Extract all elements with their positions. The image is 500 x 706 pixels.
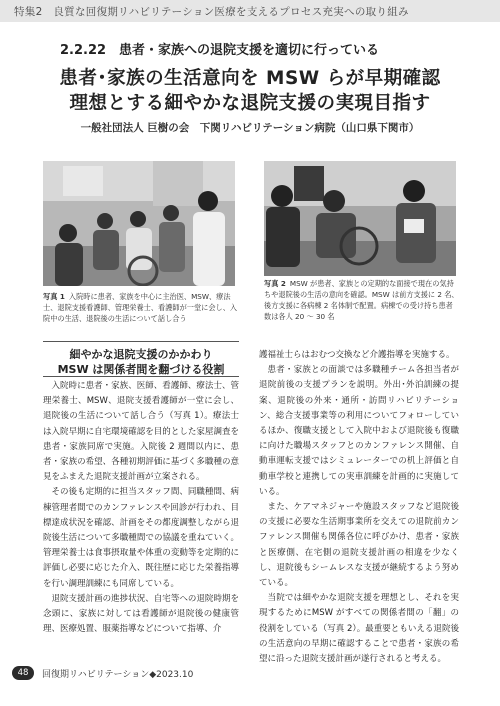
right-column-body — [259, 348, 459, 667]
left-paragraph: 入院時に患者・家族、医師、看護師、療法士、管理栄養士、MSW、退院支援看護師が一堂に会し、退院後の生活について話し合う（写真 1）。療法士は入院早期に自宅環境確認を目的とした家屋調査を患者・家族同席で実施。入院後 2 週間以内に、患者・家族の希望、各種初期評価に基づく多職種の意見をふまえた退院支援計画が立案される。 — [43, 381, 239, 483]
column-heading-line-2: MSW は関係者間を翻づける役割 — [57, 363, 225, 376]
headline-line-2: 理想とする細やかな退院支援の実現目指す — [69, 93, 431, 114]
right-paragraph: また、ケアマネジャーや施設スタッフなど退院後の支援に必要な生活期事業所を交えての退院前カンファレンス開催も関係各位に呼びかけ、患者・家族と医療側、在宅側の退院支援計画の相違を少なくし、退院後もシームレスな支援が継続するよう努めている。 — [259, 502, 459, 589]
header-band — [0, 0, 500, 22]
right-paragraph: 患者・家族との面談では多職種チーム各担当者が退院前後の支援プランを説明。外出･外泊訓練の提案、退院後の外来・通所・訪問リハビリテーション、総合支援事業等の利用についてフォローしているほか、復職支援として入院中および退院後も復職に向けた職場スタッフとのカンファレンス開催、自動車運転支援ではシミュレーターでの机上評価と自動車学校と連携しての実車訓練を計画的に実施している。 — [259, 365, 459, 497]
photo-1-caption — [43, 291, 239, 324]
left-paragraph: 退院支援計画の進捗状況、自宅等への退院時期を念頭に、家族に対しては看護師が退院後の健康管理、医療処置、服薬指導などについて指導、介 — [43, 593, 239, 635]
heading-rule-bottom — [43, 376, 239, 377]
headline-line-1: 患者･家族の生活意向を MSW らが早期確認 — [59, 68, 441, 89]
photo-2-caption — [264, 278, 460, 322]
page-number: 48 — [12, 666, 34, 680]
left-paragraph: その後も定期的に担当スタッフ間、同職種間、病棟管理者間でのカンファレンスや回診が行われ、目標達成状況を確認、計画をその都度調整しながら退院後生活について多職種間での協議を重ねていく。管理栄養士は食事摂取量や体重の変動等を定期的に評価し必要に応じた介入、既往歴に応じた栄養指導を行い調理訓練にも同席している。 — [43, 487, 239, 589]
photo-1-label: 写真 1 — [43, 292, 65, 301]
publication-footer: 回復期リハビリテーション◆2023.10 — [42, 670, 194, 680]
photo-2-label: 写真 2 — [264, 279, 286, 288]
heading-rule-top — [43, 341, 239, 342]
photo-1-caption-text: 入院時に患者、家族を中心に主治医、MSW、療法士、退院支援看護師、管理栄養士、看護師が一堂に会し、入院中の生活、退院後の生活について話し合う — [43, 292, 238, 323]
right-paragraph: 護福祉士らはおむつ交換など介護指導を実施する。 — [259, 350, 455, 360]
section-title: 2.2.22 患者・家族への退院支援を適切に行っている — [60, 43, 380, 58]
author-affiliation: 一般社団法人 巨樹の会 下関リハビリテーション病院（山口県下関市） — [80, 122, 420, 134]
running-header: 特集2 良質な回復期リハビリテーション医療を支えるプロセス充実への取り組み — [14, 6, 409, 18]
photo-2-caption-text: MSW が患者、家族との定期的な面接で現在の気持ちや退院後の生活の意向を確認。MSW は前方支援に 2 名、後方支援に各病棟 2 名体制で配置。病棟での受け持ち患者数は各人 20 ～ 30 名 — [264, 279, 459, 321]
right-paragraph: 当院では細やかな退院支援を理想とし、それを実現するためにMSW がすべての関係者間の「翻」の役割をしている（写真 2）。最重要ともいえる退院後の生活意向の早期に確認することで患者・家族の希望に沿った退院支援計画が遂行されると考える。 — [259, 593, 459, 665]
column-heading-line-1: 細やかな退院支援のかかわり — [69, 348, 213, 361]
photo-2-interview — [264, 161, 456, 276]
photo-1-meeting — [43, 161, 235, 286]
left-column-body — [43, 379, 239, 637]
